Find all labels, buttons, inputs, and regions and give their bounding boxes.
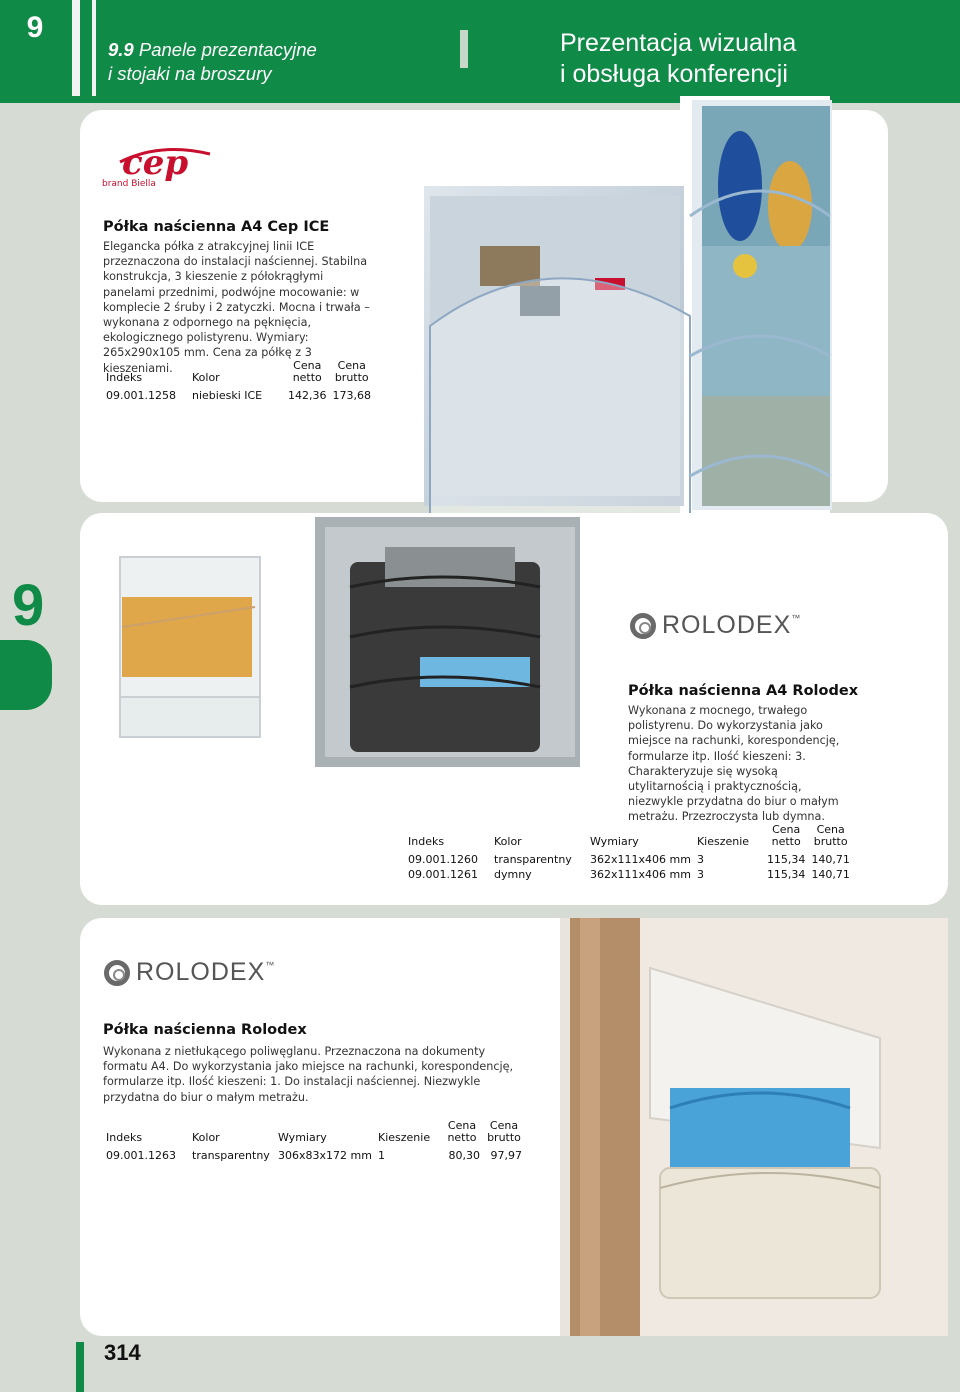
section-title-line2: i stojaki na broszury bbox=[108, 63, 272, 84]
spec-table bbox=[106, 1120, 528, 1163]
cell-index: 09.001.1260 bbox=[408, 853, 478, 866]
main-title-line1: Prezentacja wizualna bbox=[560, 29, 797, 57]
table-row bbox=[106, 388, 377, 403]
col-header: Cena brutto bbox=[813, 823, 848, 848]
product-description: Elegancka półka z atrakcyjnej linii ICE przeznaczona do instalacji naściennej. Stabilna konstrukcja, 3 kieszenie z półokrągłymi panelami przednimi, podwójne mocowanie: w komplecie 2 śruby i 2 zatyczki. Mocna i trwała – wykonana z odpornego na pęknięcia, ekologicznego polistyrenu. Wymiary: 265x290x105 mm. Cena za półkę z 3 kieszeniami. bbox=[103, 240, 370, 375]
rolodex-logo: ROLODEX ™ bbox=[104, 958, 275, 987]
product-photo-rolodex-single bbox=[560, 918, 948, 1336]
section-title-line1: Panele prezentacyjne bbox=[138, 39, 317, 60]
col-header: Wymiary bbox=[278, 1131, 327, 1144]
cell-gross-price: 173,68 bbox=[332, 389, 371, 402]
cep-logo bbox=[100, 140, 220, 190]
cell-gross-price: 140,71 bbox=[811, 868, 850, 881]
cell-dimensions: 362x111x406 mm bbox=[590, 853, 691, 866]
product-description: Wykonana z nietłukącego poliwęglanu. Przeznaczona na dokumenty formatu A4. Do wykorzystania jako miejsce na rachunki, korespondencję, formularze itp. Ilość kieszeni: 1. Do instalacji naściennej. Niezwykle przydatna do biur o małym metrażu. bbox=[103, 1045, 514, 1104]
page-header bbox=[0, 0, 960, 103]
col-header: Cena brutto bbox=[334, 359, 369, 384]
cell-color: transparentny bbox=[494, 853, 572, 866]
biella-logo-text: brand Biella bbox=[102, 179, 156, 189]
cell-net-price: 142,36 bbox=[288, 389, 327, 402]
product-title: Półka naścienna A4 Rolodex bbox=[628, 683, 859, 699]
product-photo-cep-ice bbox=[420, 96, 840, 516]
rolodex-logo: ROLODEX ™ bbox=[630, 611, 801, 640]
product-photo-rolodex-a4 bbox=[100, 517, 580, 767]
col-header: Kieszenie bbox=[696, 835, 750, 848]
cell-net-price: 115,34 bbox=[766, 853, 806, 866]
section-title bbox=[108, 38, 317, 86]
cell-gross-price: 97,97 bbox=[490, 1149, 522, 1162]
rolodex-ring-icon bbox=[104, 960, 130, 986]
header-divider bbox=[72, 0, 80, 96]
col-header: Cena brutto bbox=[487, 1119, 521, 1144]
col-header: Indeks bbox=[106, 1131, 143, 1144]
rolodex-logo-text: ROLODEX bbox=[136, 958, 266, 986]
cell-net-price: 115,34 bbox=[766, 868, 806, 881]
col-header: Indeks bbox=[408, 835, 445, 848]
product-title: Półka naścienna Rolodex bbox=[103, 1022, 307, 1038]
cell-index: 09.001.1263 bbox=[106, 1149, 176, 1162]
rolodex-logo-text: ROLODEX bbox=[662, 611, 792, 639]
col-header: Kieszenie bbox=[378, 1131, 431, 1144]
header-divider bbox=[92, 0, 96, 96]
chapter-box bbox=[0, 0, 70, 103]
col-header: Cena netto bbox=[292, 359, 322, 384]
main-title-line2: i obsługa konferencji bbox=[560, 60, 788, 88]
cell-index: 09.001.1258 bbox=[106, 389, 176, 402]
cell-pockets: 3 bbox=[696, 853, 704, 866]
chapter-number: 9 bbox=[26, 10, 44, 44]
cell-dimensions: 362x111x406 mm bbox=[590, 868, 691, 881]
page-number: 314 bbox=[104, 1340, 141, 1365]
product-title: Półka naścienna A4 Cep ICE bbox=[103, 219, 330, 235]
cep-logo-text: cep bbox=[122, 143, 189, 183]
footer-bar bbox=[76, 1342, 84, 1392]
col-header: Kolor bbox=[192, 1131, 220, 1144]
main-title bbox=[560, 28, 796, 90]
cell-gross-price: 140,71 bbox=[811, 853, 850, 866]
side-chapter-tab bbox=[0, 640, 52, 710]
col-header: Wymiary bbox=[590, 835, 639, 848]
table-row bbox=[408, 852, 856, 867]
spec-table bbox=[106, 360, 377, 403]
col-header: Cena netto bbox=[771, 823, 801, 848]
col-header: Indeks bbox=[106, 371, 143, 384]
col-header: Kolor bbox=[494, 835, 522, 848]
cell-pockets: 1 bbox=[378, 1149, 385, 1162]
cell-index: 09.001.1261 bbox=[408, 868, 478, 881]
col-header: Kolor bbox=[192, 371, 220, 384]
section-number: 9.9 bbox=[108, 39, 134, 60]
col-header: Cena netto bbox=[447, 1119, 477, 1144]
product-description: Wykonana z mocnego, trwałego polistyrenu. Do wykorzystania jako miejsce na rachunki, korespondencję, formularze itp. Ilość kieszeni: 3. Charakteryzuje się wysoką utylitarnością i praktycznością, niezwykle przydatna do biur o małym metrażu. Przezroczysta lub dymna. bbox=[628, 704, 840, 824]
cell-color: dymny bbox=[494, 868, 532, 881]
cell-pockets: 3 bbox=[696, 868, 704, 881]
cell-color: transparentny bbox=[192, 1149, 270, 1162]
cell-net-price: 80,30 bbox=[448, 1149, 480, 1162]
cell-color: niebieski ICE bbox=[192, 389, 263, 402]
side-chapter-number: 9 bbox=[12, 573, 45, 638]
cell-dimensions: 306x83x172 mm bbox=[278, 1149, 372, 1162]
table-row bbox=[408, 867, 856, 882]
header-divider bbox=[460, 30, 468, 68]
table-row bbox=[106, 1148, 528, 1163]
rolodex-ring-icon bbox=[630, 613, 656, 639]
spec-table bbox=[408, 824, 856, 882]
